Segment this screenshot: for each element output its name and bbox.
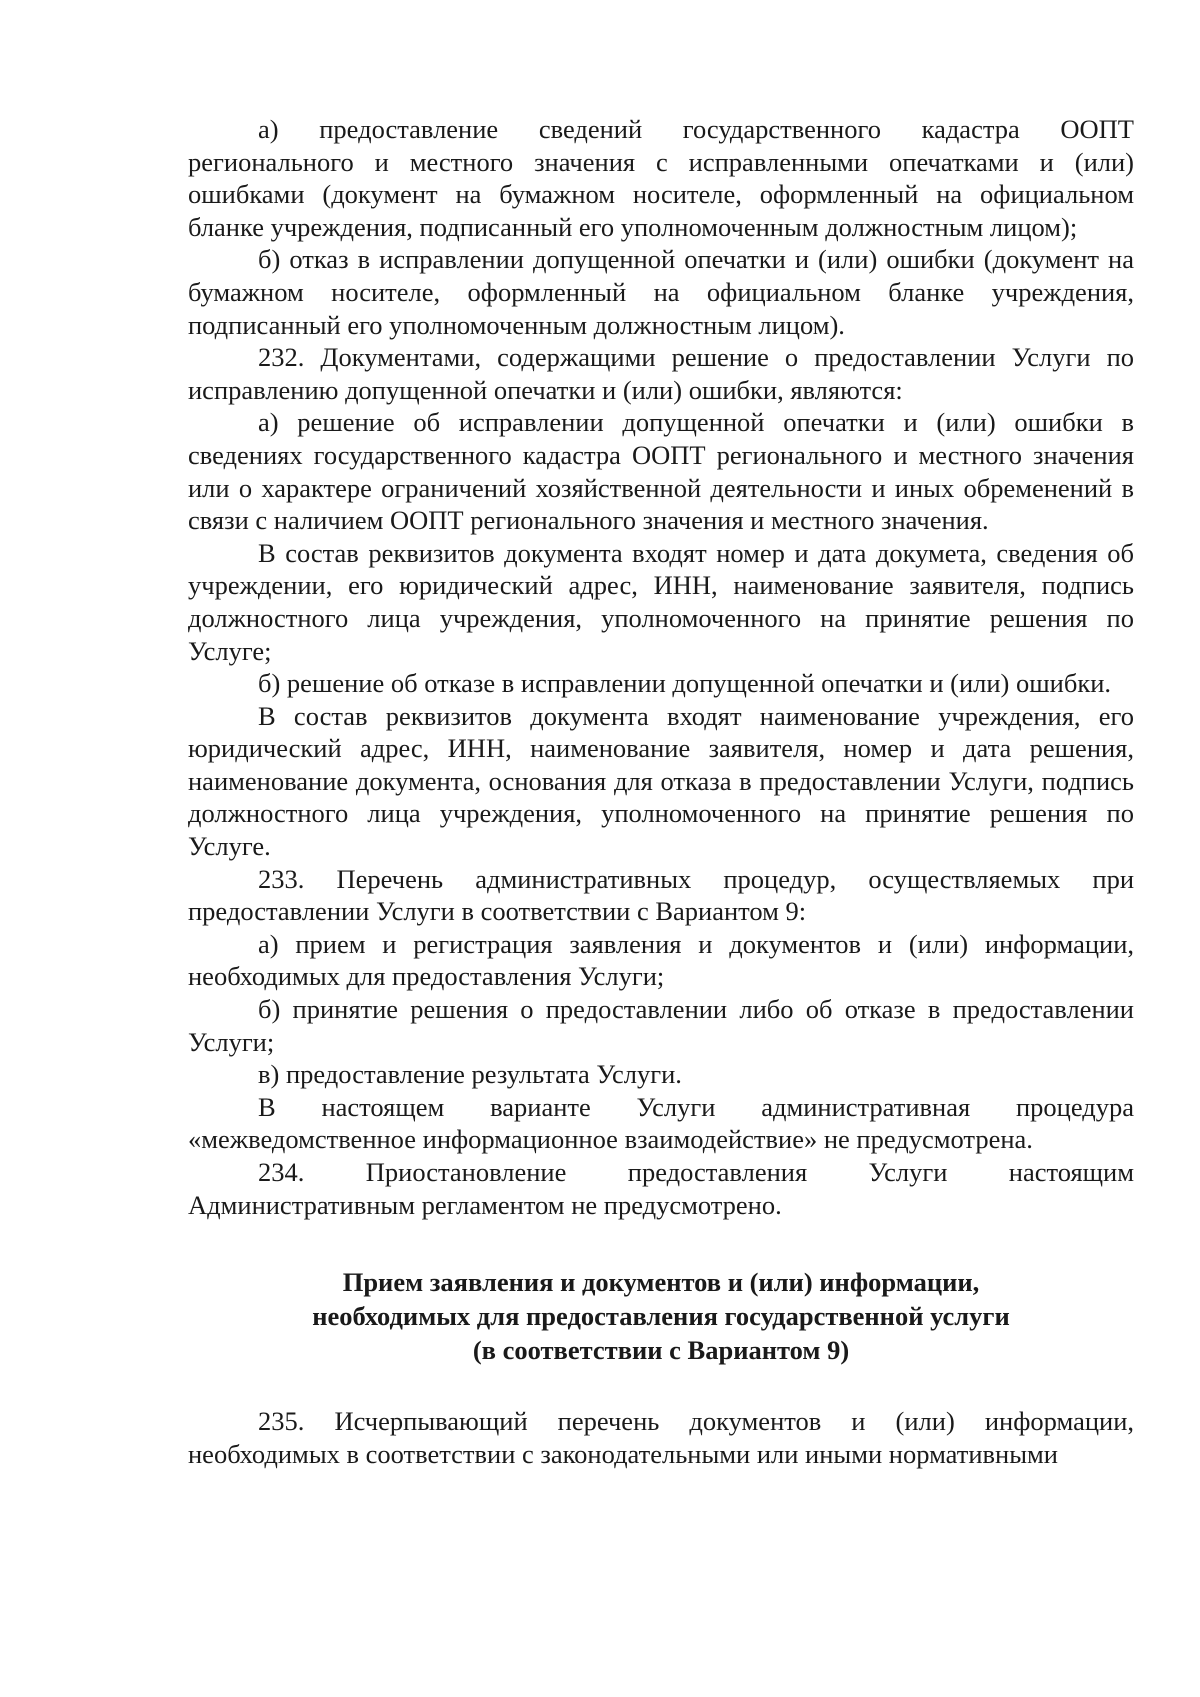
section-heading [188, 1265, 1134, 1367]
section-heading-line-2: необходимых для предоставления государственной услуги [312, 1301, 1010, 1332]
paragraph-233-note: В настоящем варианте Услуги административная процедура «межведомственное информационное взаимодействие» не предусмотрена. [188, 1091, 1134, 1155]
paragraph-233-a: а) прием и регистрация заявления и документов и (или) информации, необходимых для предоставления Услуги; [188, 928, 1134, 992]
paragraph-232-a-requisites: В состав реквизитов документа входят номер и дата докумета, сведения об учреждении, его юридический адрес, ИНН, наименование заявителя, подпись должностного лица учреждения, уполномоченного на принятие решения по Услуге; [188, 537, 1134, 666]
document-page [188, 113, 1134, 1470]
section-heading-line-3: (в соответствии с Вариантом 9) [472, 1335, 850, 1366]
paragraph-b-refusal: б) отказ в исправлении допущенной опечатки и (или) ошибки (документ на бумажном носителе, оформленный на официальном бланке учреждения, подписанный его уполномоченным должностным лицом). [188, 244, 1134, 340]
paragraph-235: 235. Исчерпывающий перечень документов и (или) информации, необходимых в соответствии с законодательными или иными нормативными [188, 1406, 1134, 1469]
paragraph-233-c: в) предоставление результата Услуги. [258, 1059, 682, 1090]
section-heading-line-1: Прием заявления и документов и (или) информации, [342, 1267, 980, 1298]
paragraph-233-b: б) принятие решения о предоставлении либо об отказе в предоставлении Услуги; [188, 994, 1134, 1057]
paragraph-234: 234. Приостановление предоставления Услуги настоящим Административным регламентом не предусмотрено. [188, 1157, 1134, 1220]
paragraph-232: 232. Документами, содержащими решение о предоставлении Услуги по исправлению допущенной опечатки и (или) ошибки, являются: [188, 342, 1134, 405]
paragraph-a-result: а) предоставление сведений государственного кадастра ООПТ регионального и местного значения с исправленными опечатками и (или) ошибками (документ на бумажном носителе, оформленный на официальном бланке учреждения, подписанный его уполномоченным должностным лицом); [188, 114, 1134, 242]
paragraph-232-b-requisites: В состав реквизитов документа входят наименование учреждения, его юридический адрес, ИНН, наименование заявителя, номер и дата решения, наименование документа, основания для отказа в предоставлении Услуги, подпись должностного лица учреждения, уполномоченного на принятие решения по Услуге. [188, 700, 1134, 862]
paragraph-232-a: а) решение об исправлении допущенной опечатки и (или) ошибки в сведениях государственного кадастра ООПТ регионального и местного значения или о характере ограничений хозяйственной деятельности и иных обременений в связи с наличием ООПТ регионального значения и местного значения. [188, 407, 1134, 536]
paragraph-233: 233. Перечень административных процедур, осуществляемых при предоставлении Услуги в соответствии с Вариантом 9: [188, 863, 1134, 927]
paragraph-232-b: б) решение об отказе в исправлении допущенной опечатки и (или) ошибки. [258, 668, 1112, 699]
